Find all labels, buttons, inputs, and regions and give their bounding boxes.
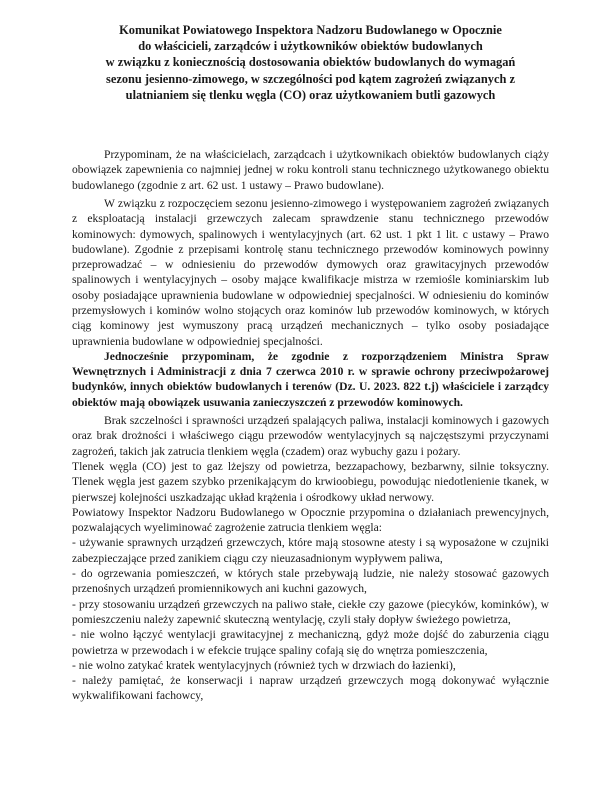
list-item: - przy stosowaniu urządzeń grzewczych na paliwo stałe, ciekłe czy gazowe (piecyków, kominków), w pomieszczeniu należy zapewnić skuteczną wentylację, czyli stały dopływ świeżego powietrza, <box>72 597 549 626</box>
paragraph-carbon-monoxide: Tlenek węgla (CO) jest to gaz lżejszy od powietrza, bezzapachowy, bezbarwny, silnie toksyczny. Tlenek węgla jest gazem szybko przenikającym do krwioobiegu, powodując niedotlenienie tkanek, w pierwszej kolejności uszkadzając układ krążenia i ośrodkowy układ nerwowy. <box>72 459 549 504</box>
list-item: - do ogrzewania pomieszczeń, w których stale przebywają ludzie, nie należy stosować gazowych przenośnych urządzeń promiennikowych ani kuchni gazowych, <box>72 567 549 596</box>
list-item: - używanie sprawnych urządzeń grzewczych, które mają stosowne atesty i są wyposażone w czujniki zabezpieczające przed zanikiem ciągu czy nieuzasadnionym wypływem paliwa, <box>72 536 549 565</box>
paragraph-prevention-intro: Powiatowy Inspektor Nadzoru Budowlanego w Opocznie przypomina o działaniach prewencyjnych, pozwalających wyeliminować zagrożenie zatrucia tlenkiem węgla: <box>72 505 549 535</box>
title-line: do właścicieli, zarządców i użytkowników obiektów budowlanych <box>138 39 483 54</box>
list-item: - nie wolno łączyć wentylacji grawitacyjnej z mechaniczną, gdyż może dojść do zaburzenia ciągu powietrza w przewodach i w efekcie trujące spaliny cofają się do wnętrza pomieszczenia, <box>72 628 549 657</box>
title-line: ulatnianiem się tlenku węgla (CO) oraz użytkowaniem butli gazowych <box>125 87 496 102</box>
paragraph-hazards: Brak szczelności i sprawności urządzeń spalających paliwa, instalacji kominowych i gazowych oraz brak drożności i właściwego ciągu przewodów wentylacyjnych są najczęstszymi przyczynami zagrożeń, takich jak zatrucia tlenkiem węgla (czadem) oraz wybuchy gazu i pożary. <box>72 414 549 458</box>
paragraph-chimney-inspection: W związku z rozpoczęciem sezonu jesienno-zimowego i występowaniem zagrożeń związanych z eksploatacją instalacji grzewczych zalecam sprawdzenie stanu technicznego przewodów kominowych: dymowych, spalinowych i wentylacyjnych (art. 62 ust. 1 pkt 1 lit. c ustawy – Prawo budowlane). Zgodnie z przepisami kontrolę stanu technicznego przewodów kominowych powinny przeprowadzać – w odniesieniu do przewodów dymowych oraz grawitacyjnych przewodów spalinowych i wentylacyjnych – osoby mające kwalifikacje mistrza w rzemiośle kominiarskim lub osoby posiadające uprawnienia budowlane w odpowiedniej specjalności. W odniesieniu do kominów przemysłowych i kominów wolno stojących oraz kominów lub przewodów kominowych, w których ciąg kominowy jest wymuszony pracą urządzeń mechanicznych – tylko osoby posiadające uprawnienia budowlane w odpowiedniej specjalności. <box>72 196 549 348</box>
document-title <box>72 22 549 103</box>
list-item: - nie wolno zatykać kratek wentylacyjnych (również tych w drzwiach do łazienki), <box>72 658 456 672</box>
title-line: Komunikat Powiatowego Inspektora Nadzoru Budowlanego w Opocznie <box>119 23 502 37</box>
paragraph-inspection-duty: Przypominam, że na właścicielach, zarządcach i użytkownikach obiektów budowlanych ciąży obowiązek zapewnienia co najmniej jednej w roku kontroli stanu technicznego użytkowanego obiektu budowlanego (zgodnie z art. 62 ust. 1 ustawy – Prawo budowlane). <box>72 148 549 192</box>
list-item: - należy pamiętać, że konserwacji i napraw urządzeń grzewczych mogą dokonywać wyłącznie wykwalifikowani fachowcy, <box>72 674 549 703</box>
title-line: w związku z koniecznością dostosowania obiektów budowlanych do wymagań <box>105 55 516 70</box>
paragraph-regulation-reminder: Jednocześnie przypominam, że zgodnie z rozporządzeniem Ministra Spraw Wewnętrznych i Administracji z dnia 7 czerwca 2010 r. w sprawie ochrony przeciwpożarowej budynków, innych obiektów budowlanych i terenów (Dz. U. 2023. 822 t.j) właściciele i zarządcy obiektów mają obowiązek usuwania zanieczyszczeń z przewodów kominowych. <box>72 349 549 409</box>
title-line: sezonu jesienno-zimowego, w szczególności pod kątem zagrożeń związanych z <box>106 71 515 86</box>
